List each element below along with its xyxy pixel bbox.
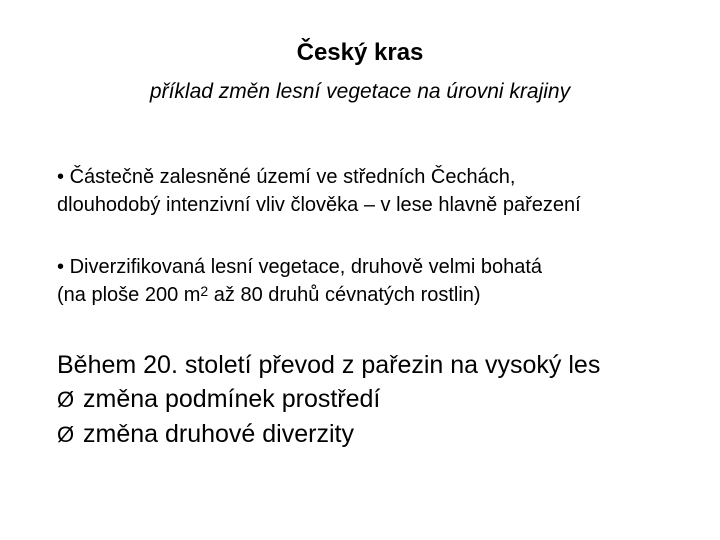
species-count-text: až 80 druhů cévnatých rostlin) bbox=[208, 284, 481, 306]
bullet-line bbox=[57, 163, 707, 191]
slide-title: Český kras bbox=[296, 39, 424, 66]
area-text: (na ploše 200 m bbox=[57, 284, 201, 306]
conversion-statement bbox=[57, 348, 707, 452]
conversion-heading: Během 20. století převod z pařezin na vysoký les bbox=[57, 351, 601, 379]
bullet-item-diversified-vegetation bbox=[57, 253, 707, 309]
bullet-text-continuation: dlouhodobý intenzivní vliv člověka – v lese hlavně pařezení bbox=[57, 194, 581, 216]
superscript-exponent: 2 bbox=[200, 283, 209, 299]
bullet-marker: • bbox=[57, 166, 65, 188]
consequence-item-diversity bbox=[57, 417, 707, 452]
arrow-bullet-icon: Ø bbox=[57, 387, 75, 412]
consequence-item-conditions bbox=[57, 382, 707, 417]
slide-subtitle: příklad změn lesní vegetace na úrovni krajiny bbox=[149, 80, 571, 103]
bullet-marker: • bbox=[57, 256, 65, 278]
bullet-item-forested-area bbox=[57, 163, 707, 219]
bullet-text-continuation bbox=[57, 281, 707, 309]
bullet-text: Částečně zalesněné území ve středních Čechách, bbox=[69, 166, 516, 188]
consequence-text: změna podmínek prostředí bbox=[83, 385, 381, 413]
consequence-text: změna druhové diverzity bbox=[83, 420, 354, 448]
arrow-bullet-icon: Ø bbox=[57, 422, 75, 447]
bullet-line bbox=[57, 253, 707, 281]
bullet-text: Diverzifikovaná lesní vegetace, druhově velmi bohatá bbox=[69, 256, 543, 278]
